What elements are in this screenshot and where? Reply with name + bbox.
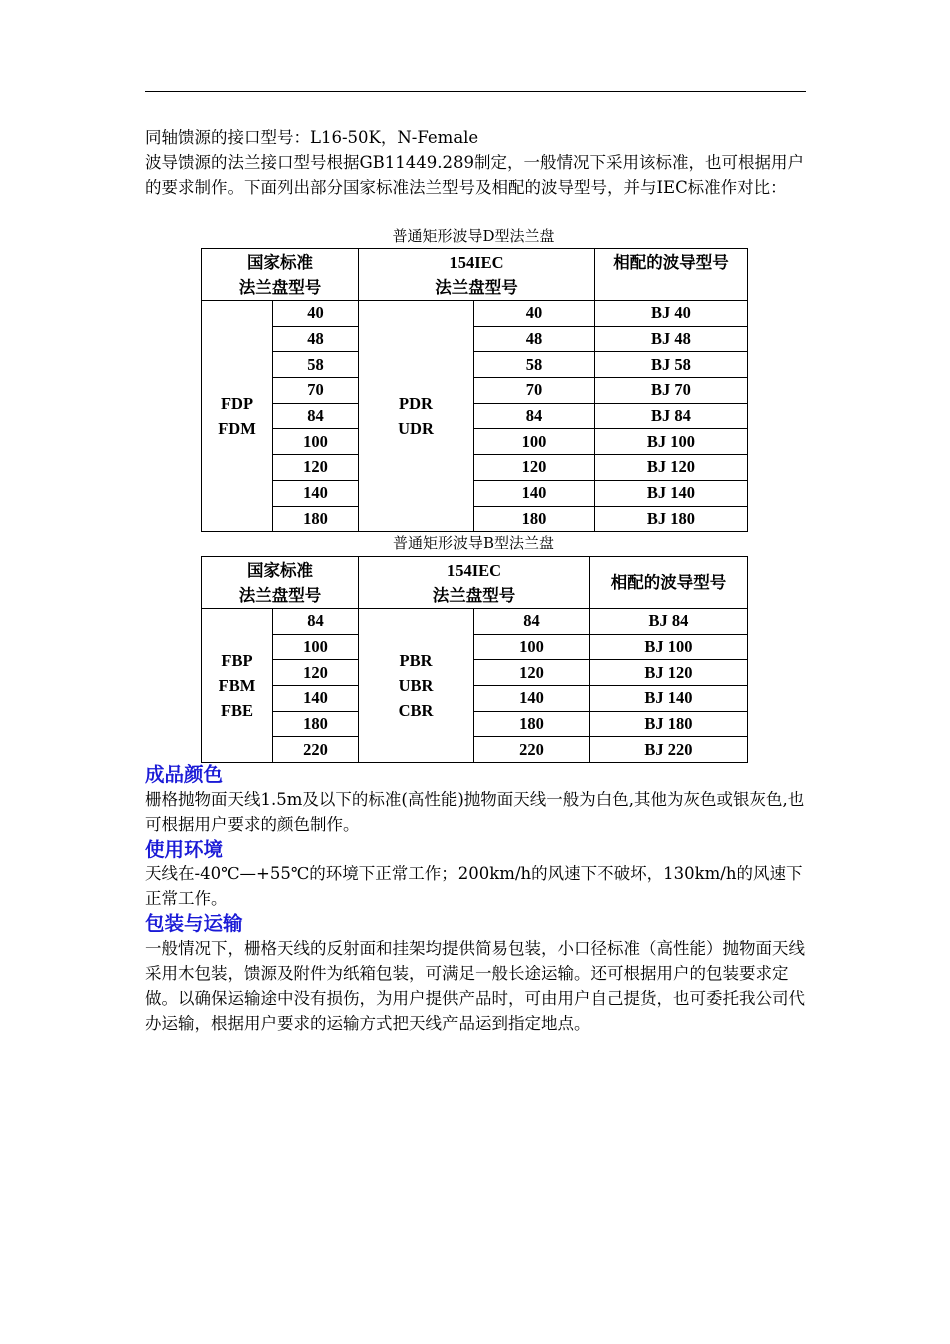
gb-size-cell: 84 (273, 609, 359, 635)
table-d-flange (201, 248, 748, 532)
packaging-text: 一般情况下，栅格天线的反射面和挂架均提供简易包装，小口径标准（高性能）抛物面天线采用木包装，馈源及附件为纸箱包装，可满足一般长途运输。还可根据用户的包装要求定做。以确保运输途中没有损伤，为用户提供产品时，可由用户自己提货，也可委托我公司代办运输，根据用户要求的运输方式把天线产品运到指定地点。 (145, 939, 805, 1033)
waveguide-cell: BJ 120 (590, 660, 748, 686)
waveguide-cell: BJ 48 (595, 326, 748, 352)
table-b-gb-type (202, 609, 273, 763)
table-d-header-iec (359, 249, 595, 301)
iec-type-line1: PBR (399, 651, 433, 671)
iec-size-cell: 140 (474, 686, 590, 712)
table-b-header-wg: 相配的波导型号 (590, 557, 748, 609)
waveguide-cell: BJ 220 (590, 737, 748, 763)
packaging-heading: 包装与运输 (145, 912, 243, 935)
iec-size-cell: 84 (474, 609, 590, 635)
table-d-gb-type (202, 301, 273, 532)
header-gb-line2: 法兰盘型号 (238, 277, 322, 297)
color-text: 栅格抛物面天线1.5m及以下的标准(高性能)抛物面天线一般为白色,其他为灰色或银灰色,也可根据用户要求的颜色制作。 (145, 790, 805, 834)
gb-size-cell: 220 (273, 737, 359, 763)
table-row (202, 634, 748, 660)
color-heading: 成品颜色 (145, 763, 224, 786)
iec-size-cell: 140 (474, 480, 595, 506)
waveguide-cell: BJ 100 (590, 634, 748, 660)
header-gb-line2: 法兰盘型号 (238, 585, 322, 605)
table-row (202, 378, 748, 404)
table-row (202, 686, 748, 712)
table-b-header-gb (202, 557, 359, 609)
table-row (202, 429, 748, 455)
header-iec-line2: 法兰盘型号 (432, 585, 516, 605)
iec-size-cell: 40 (474, 301, 595, 327)
iec-size-cell: 58 (474, 352, 595, 378)
gb-size-cell: 140 (273, 480, 359, 506)
table-b-header-row (202, 557, 748, 609)
header-gb-line1: 国家标准 (247, 252, 313, 272)
iec-size-cell: 100 (474, 634, 590, 660)
waveguide-cell: BJ 140 (590, 686, 748, 712)
table-d-iec-type (359, 301, 474, 532)
table-row (202, 506, 748, 532)
table-row (202, 480, 748, 506)
table-b-iec-type (359, 609, 474, 763)
iec-size-cell: 70 (474, 378, 595, 404)
gb-size-cell: 100 (273, 429, 359, 455)
waveguide-cell: BJ 180 (595, 506, 748, 532)
waveguide-cell: BJ 120 (595, 455, 748, 481)
gb-size-cell: 180 (273, 506, 359, 532)
iec-size-cell: 100 (474, 429, 595, 455)
iec-type-line2: UDR (398, 419, 434, 439)
header-gb-line1: 国家标准 (247, 560, 313, 580)
table-row (202, 352, 748, 378)
header-iec-line1: 154IEC (449, 252, 504, 272)
gb-size-cell: 140 (273, 686, 359, 712)
gb-type-line2: FDM (218, 419, 256, 439)
table-row (202, 455, 748, 481)
table-d-header-row (202, 249, 748, 301)
waveguide-cell: BJ 100 (595, 429, 748, 455)
gb-size-cell: 100 (273, 634, 359, 660)
table-row (202, 711, 748, 737)
gb-size-cell: 120 (273, 455, 359, 481)
waveguide-cell: BJ 84 (590, 609, 748, 635)
iec-type-line3: CBR (398, 701, 434, 721)
table-d-header-wg: 相配的波导型号 (595, 249, 748, 301)
waveguide-cell: BJ 140 (595, 480, 748, 506)
environment-text: 天线在-40℃—+55℃的环境下正常工作；200km/h的风速下不破坏，130km/h的风速下正常工作。 (145, 864, 803, 908)
waveguide-cell: BJ 58 (595, 352, 748, 378)
iec-size-cell: 120 (474, 660, 590, 686)
gb-type-line2: FBM (218, 676, 256, 696)
iec-size-cell: 220 (474, 737, 590, 763)
table-b-flange (201, 556, 748, 763)
iec-size-cell: 84 (474, 403, 595, 429)
gb-type-line1: FDP (220, 394, 254, 414)
waveguide-cell: BJ 84 (595, 403, 748, 429)
table-b-header-iec (359, 557, 590, 609)
iec-size-cell: 180 (474, 506, 595, 532)
waveguide-cell: BJ 70 (595, 378, 748, 404)
iec-type-line1: PDR (399, 394, 433, 414)
gb-size-cell: 180 (273, 711, 359, 737)
gb-size-cell: 48 (273, 326, 359, 352)
waveguide-cell: BJ 180 (590, 711, 748, 737)
table-row (202, 660, 748, 686)
iec-size-cell: 120 (474, 455, 595, 481)
table-row (202, 737, 748, 763)
environment-heading: 使用环境 (145, 838, 224, 861)
gb-type-line3: FBE (220, 701, 254, 721)
gb-size-cell: 120 (273, 660, 359, 686)
table-d-header-gb (202, 249, 359, 301)
table-b-caption: 普通矩形波导B型法兰盘 (392, 534, 555, 552)
header-rule (145, 91, 806, 92)
gb-size-cell: 70 (273, 378, 359, 404)
header-iec-line1: 154IEC (446, 560, 502, 580)
header-iec-line2: 法兰盘型号 (435, 277, 518, 297)
coax-interface-text: 同轴馈源的接口型号：L16-50K，N-Female (145, 128, 479, 147)
waveguide-cell: BJ 40 (595, 301, 748, 327)
gb-size-cell: 40 (273, 301, 359, 327)
gb-type-line1: FBP (221, 651, 253, 671)
table-row (202, 301, 748, 327)
table-row (202, 326, 748, 352)
iec-type-line2: UBR (398, 676, 434, 696)
gb-size-cell: 58 (273, 352, 359, 378)
table-d-caption: 普通矩形波导D型法兰盘 (392, 227, 555, 245)
iec-size-cell: 180 (474, 711, 590, 737)
iec-size-cell: 48 (474, 326, 595, 352)
table-row (202, 609, 748, 635)
gb-size-cell: 84 (273, 403, 359, 429)
waveguide-intro-text: 波导馈源的法兰接口型号根据GB11449.289制定，一般情况下采用该标准，也可根据用户的要求制作。下面列出部分国家标准法兰型号及相配的波导型号，并与IEC标准作对比： (145, 153, 805, 197)
table-row (202, 403, 748, 429)
